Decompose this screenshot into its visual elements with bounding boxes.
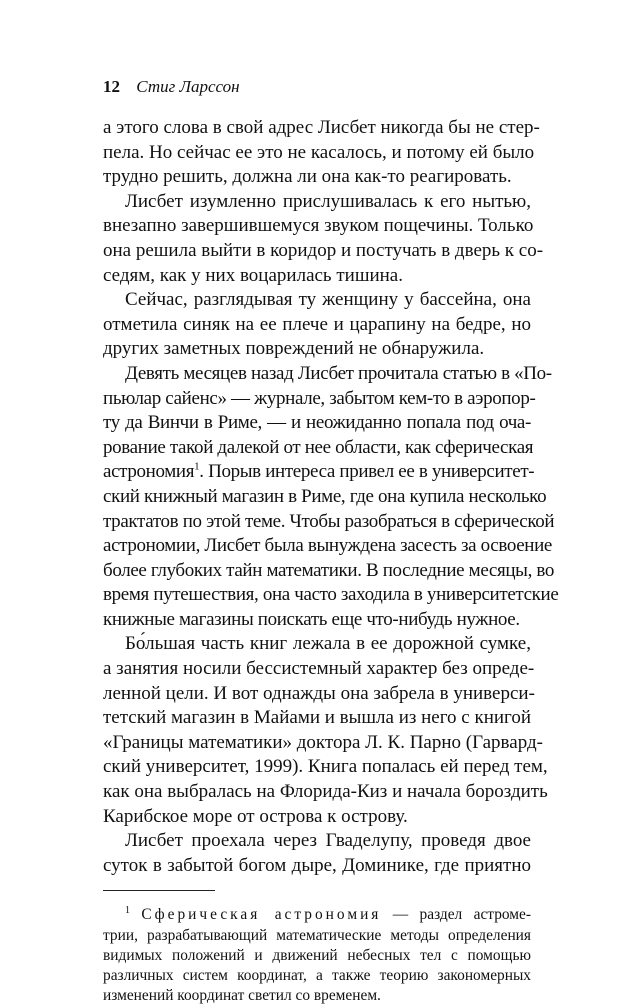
text-line: суток в забытой богом дыре, Доминике, где приятно xyxy=(103,854,531,876)
text-fragment: . Порыв интереса привел ее в университет- xyxy=(199,461,535,483)
running-head-author: Стиг Ларссон xyxy=(136,77,240,96)
text-line: Лисбет изумленно прислушивалась к его нытью, xyxy=(125,190,531,212)
footnote-line: изменений координат светил со временем. xyxy=(103,987,381,1005)
running-head xyxy=(103,72,531,102)
text-line xyxy=(103,460,535,485)
text-line: как она выбралась на Флорида-Киз и начала бороздить xyxy=(103,781,548,803)
text-line: пела. Но сейчас ее это не касалось, и потому ей было xyxy=(103,141,535,163)
text-line: а этого слова в свой адрес Лисбет никогда бы не стер- xyxy=(103,117,540,138)
body-text xyxy=(103,116,559,878)
text-line: а занятия носили бессистемный характер без опреде- xyxy=(103,658,535,680)
text-fragment: астрономия xyxy=(103,461,195,483)
footnote-term: Сферическая астрономия xyxy=(141,906,382,924)
text-line: Девять месяцев назад Лисбет прочитала статью в «По- xyxy=(125,362,552,384)
text-line: ский книжный магазин в Риме, где она купила несколько xyxy=(103,485,547,507)
text-line: она решила выйти в коридор и постучать в дверь к со- xyxy=(103,239,544,261)
text-line: трактатов по этой теме. Чтобы разобраться в сферической xyxy=(103,510,555,532)
text-line: более глубоких тайн математики. В последние месяцы, во xyxy=(103,559,555,581)
footnote-line: трии, разрабатывающий математические методы определения xyxy=(103,926,531,944)
text-line: время путешествия, она часто заходила в университетские xyxy=(103,584,559,606)
text-line: ленной цели. И вот однажды она забрела в универси- xyxy=(103,682,535,704)
page-number: 12 xyxy=(103,77,120,96)
text-line: Бо́льшая часть книг лежала в ее дорожной сумке, xyxy=(125,633,531,655)
text-line: «Границы математики» доктора Л. К. Парно (Гарвард- xyxy=(103,731,543,753)
text-line: внезапно завершившемуся звуком пощечины. Только xyxy=(103,215,534,237)
footnote-reference[interactable]: 1 xyxy=(194,460,200,473)
footnote-divider xyxy=(103,890,215,891)
text-line: Лисбет проехала через Гваделупу, проведя двое xyxy=(125,830,531,852)
text-line: книжные магазины поискать еще что-нибудь нужное. xyxy=(103,608,520,630)
book-page xyxy=(103,72,559,1006)
footnote-line xyxy=(103,905,531,925)
text-line: седям, как у них воцарилась тишина. xyxy=(103,264,403,286)
text-line: Карибское море от острова к острову. xyxy=(103,805,408,827)
footnote-line: различных систем координат, а также теорию закономерных xyxy=(103,966,531,984)
text-line: тетский магазин в Майами и вышла из него с книгой xyxy=(103,707,532,729)
text-line: Сейчас, разглядывая ту женщину у бассейна, она xyxy=(125,289,531,311)
text-line: ту да Винчи в Риме, — и неожиданно попала под оча- xyxy=(103,412,531,434)
text-line: других заметных повреждений не обнаружила. xyxy=(103,338,485,360)
text-line: пьюлар сайенс» — журнале, забытом кем-то в аэропор- xyxy=(103,387,536,409)
text-line: трудно решить, должна ли она как-то реагировать. xyxy=(103,166,512,188)
text-line: отметила синяк на ее плече и царапину на бедре, но xyxy=(103,313,531,335)
text-line: астрономии, Лисбет была вынуждена засесть за освоение xyxy=(103,535,553,557)
footnote-line: видимых положений и движений небесных тел с помощью xyxy=(103,946,531,964)
text-line: ский университет, 1999). Книга попалась ей перед тем, xyxy=(103,756,548,778)
footnote-text: — раздел астроме- xyxy=(381,906,531,924)
text-line: рование такой далекой от нее области, как сферическая xyxy=(103,436,534,458)
footnote-marker: 1 xyxy=(125,905,130,917)
footnote xyxy=(103,905,531,1006)
